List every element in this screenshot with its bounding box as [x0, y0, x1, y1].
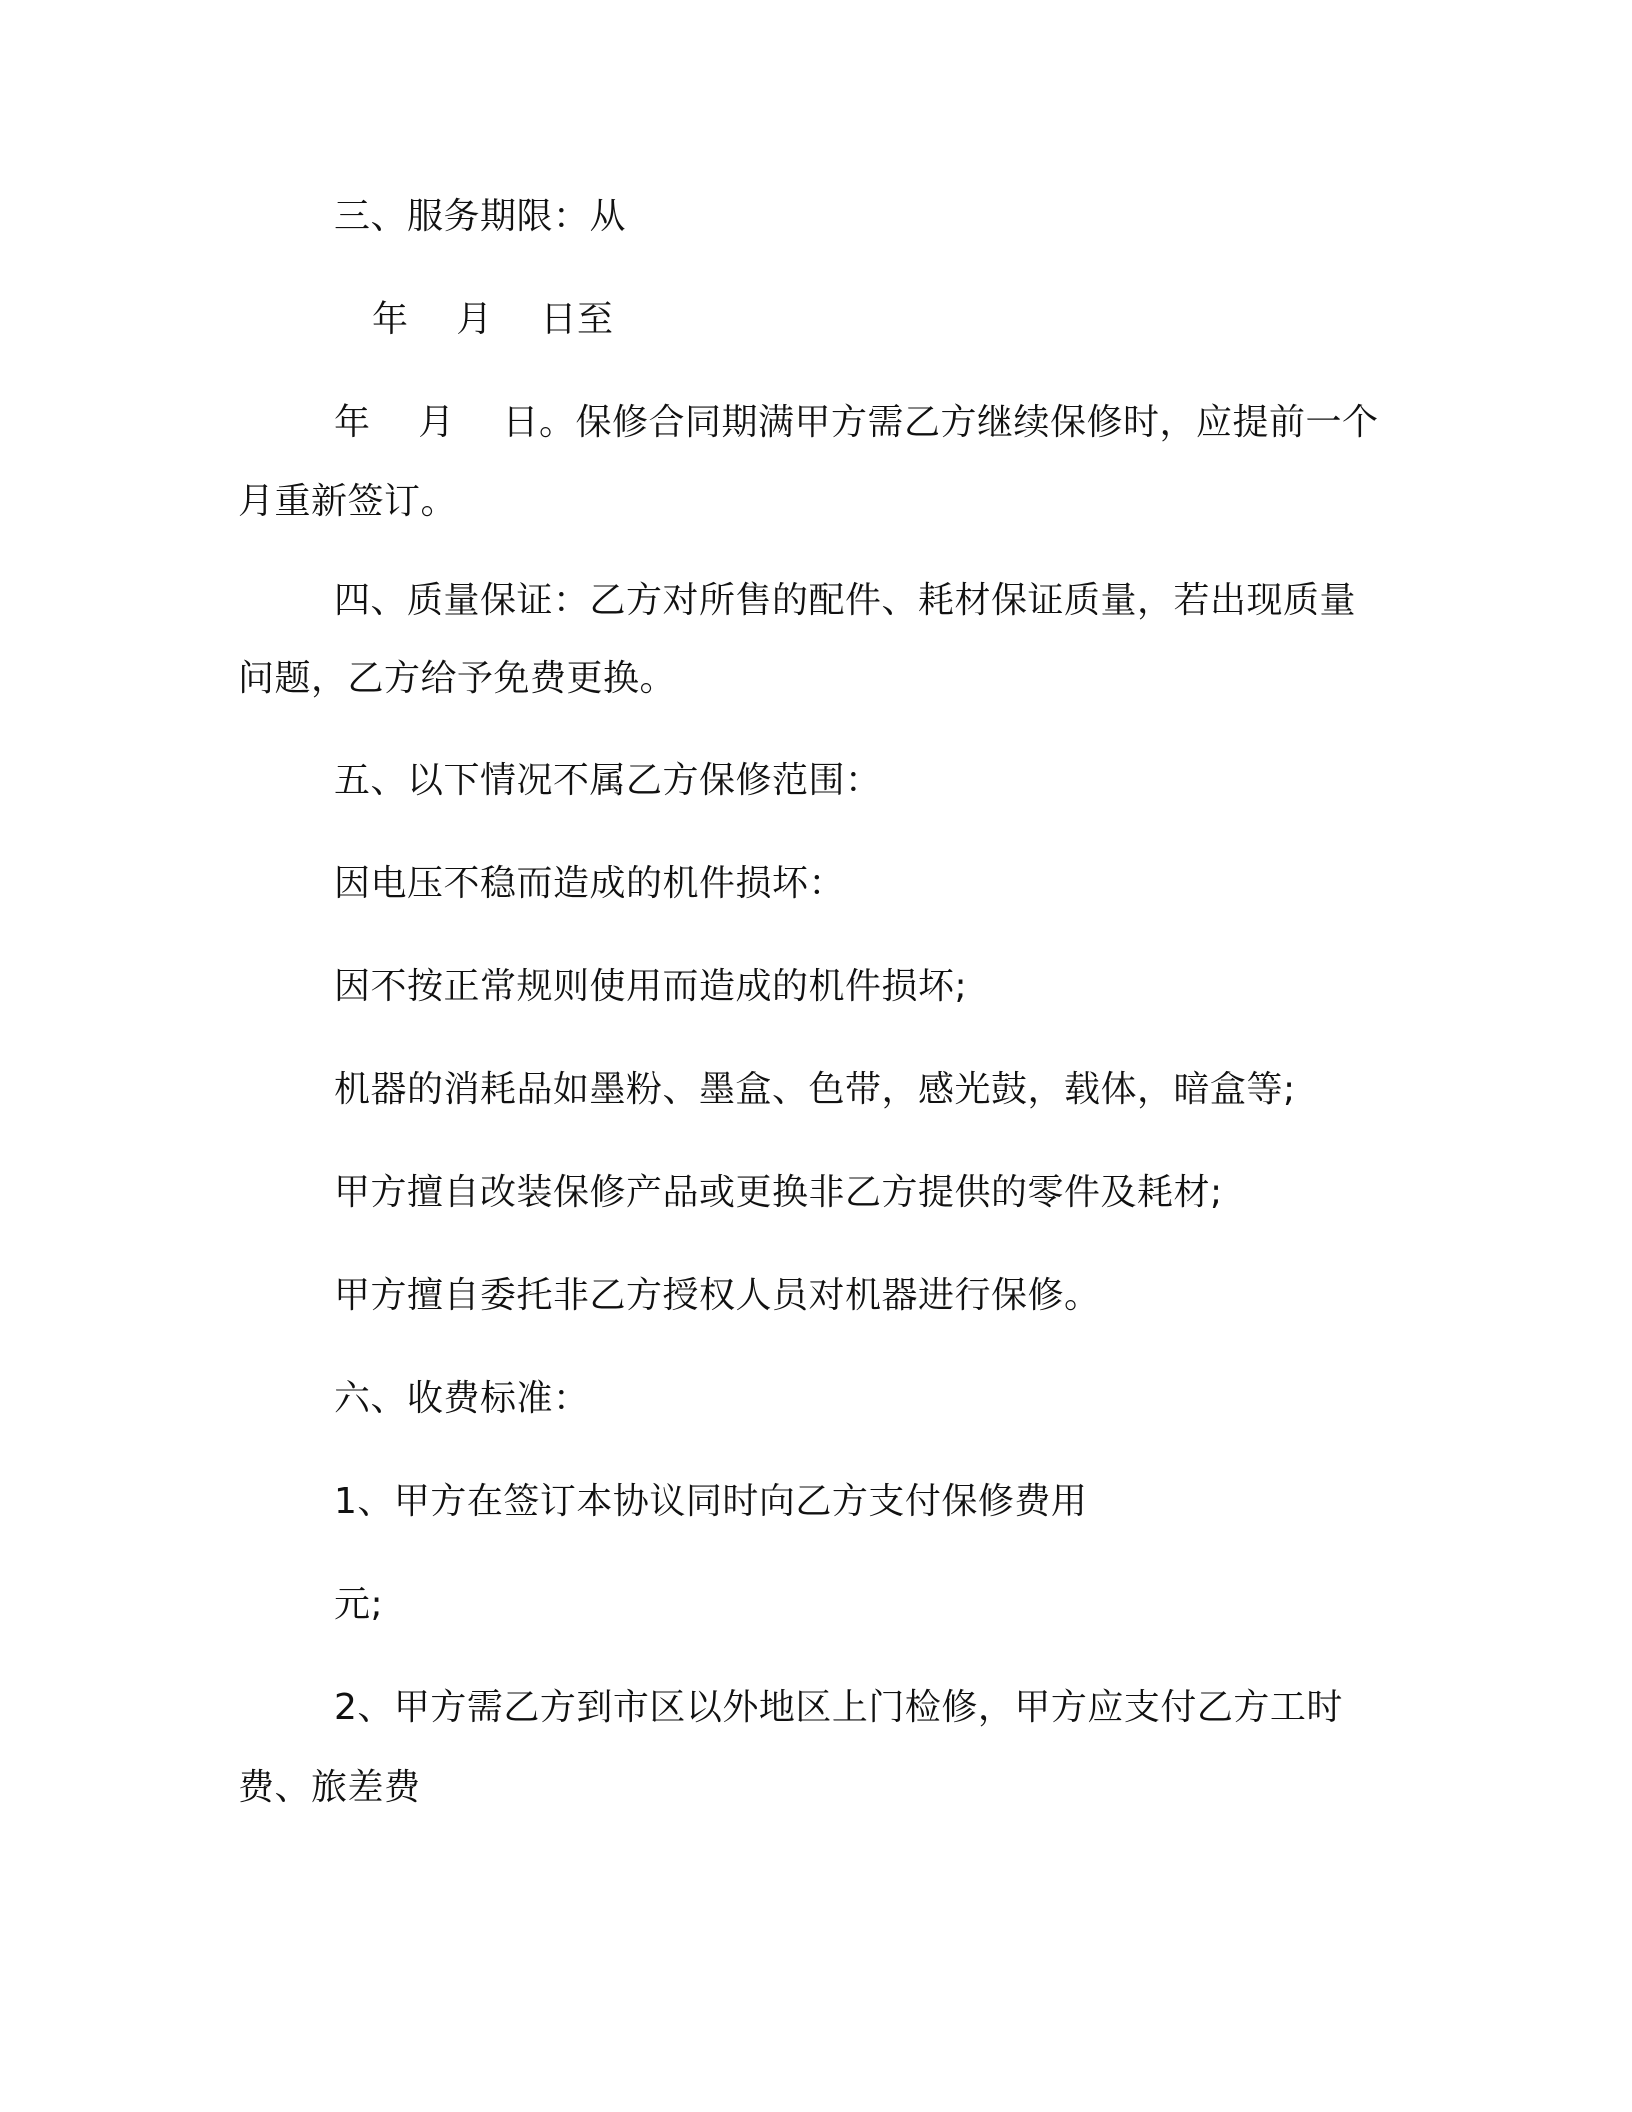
clause-5-exclusions: 五、以下情况不属乙方保修范围： — [334, 760, 882, 801]
quality-guarantee-continued: 问题，乙方给予免费更换。 — [238, 658, 677, 699]
fee-item-1-unit: 元; — [334, 1584, 384, 1625]
exclusion-item-unauthorized-repair: 甲方擅自委托非乙方授权人员对机器进行保修。 — [334, 1275, 1101, 1316]
fee-item-1: 1、甲方在签订本协议同时向乙方支付保修费用 — [334, 1481, 1088, 1522]
fee-item-2-continued: 费、旅差费 — [238, 1767, 421, 1808]
clause-6-fee-standard: 六、收费标准： — [334, 1378, 590, 1419]
service-period-start-date: 年 月 日至 — [372, 299, 614, 340]
service-period-renewal: 月重新签订。 — [238, 481, 458, 522]
exclusion-item-consumables: 机器的消耗品如墨粉、墨盒、色带，感光鼓，载体，暗盒等; — [334, 1069, 1296, 1110]
service-period-end-date: 年 月 日。保修合同期满甲方需乙方继续保修时，应提前一个 — [334, 402, 1379, 443]
exclusion-item-modification: 甲方擅自改装保修产品或更换非乙方提供的零件及耗材; — [334, 1172, 1223, 1213]
exclusion-item-improper-use: 因不按正常规则使用而造成的机件损坏; — [334, 966, 968, 1007]
fee-item-2: 2、甲方需乙方到市区以外地区上门检修，甲方应支付乙方工时 — [334, 1687, 1343, 1728]
exclusion-item-voltage: 因电压不稳而造成的机件损坏： — [334, 863, 846, 904]
clause-3-service-period: 三、服务期限：从 — [334, 196, 627, 237]
clause-4-quality-guarantee: 四、质量保证：乙方对所售的配件、耗材保证质量，若出现质量 — [334, 580, 1357, 621]
